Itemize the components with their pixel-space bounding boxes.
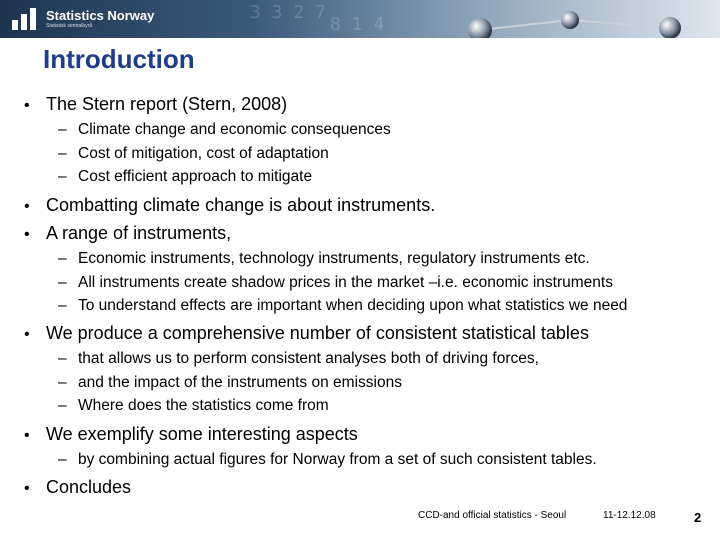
bullet-dot: • — [24, 480, 30, 497]
sub-bullet-item: – Economic instruments, technology instruments, regulatory instruments etc. — [58, 250, 590, 267]
bullet-text: We produce a comprehensive number of consistent statistical tables — [46, 323, 589, 343]
sub-bullet-text: by combining actual figures for Norway from a set of such consistent tables. — [78, 451, 597, 468]
logo-mark-icon — [10, 6, 40, 32]
sub-bullet-item: – To understand effects are important when deciding upon what statistics we need — [58, 297, 628, 314]
bullet-dot: • — [24, 198, 30, 215]
sub-bullet-item: – by combining actual figures for Norway from a set of such consistent tables. — [58, 451, 597, 468]
decorative-digits: 3 3 2 7 — [250, 2, 326, 23]
bullet-text: Combatting climate change is about instruments. — [46, 195, 436, 215]
sub-bullet-text: Climate change and economic consequences — [78, 121, 391, 138]
bullet-item — [24, 195, 435, 216]
slide-title: Introduction — [43, 44, 195, 74]
header-banner — [0, 0, 720, 38]
sub-bullet-text: Where does the statistics come from — [78, 397, 329, 414]
sub-bullet-text: Cost efficient approach to mitigate — [78, 168, 313, 185]
page-number: 2 — [694, 510, 702, 525]
sub-bullet-item: – and the impact of the instruments on emissions — [58, 374, 402, 391]
sub-bullet-text: and the impact of the instruments on emissions — [78, 374, 402, 391]
bullet-dot: • — [24, 226, 30, 243]
decorative-digits: 8 1 4 — [330, 14, 385, 35]
sub-bullet-text: that allows us to perform consistent analyses both of driving forces, — [78, 350, 539, 367]
sub-bullet-item: – Cost of mitigation, cost of adaptation — [58, 145, 329, 162]
bullet-text: We exemplify some interesting aspects — [46, 424, 358, 444]
bullet-item — [24, 477, 131, 498]
bullet-item — [24, 94, 287, 115]
bullet-text: The Stern report (Stern, 2008) — [46, 94, 288, 114]
logo — [10, 6, 154, 32]
logo-name: Statistics Norway — [46, 8, 155, 23]
sub-bullet-text: Cost of mitigation, cost of adaptation — [78, 145, 329, 162]
sub-bullet-item: – Where does the statistics come from — [58, 397, 329, 414]
molecule-decoration — [420, 0, 720, 38]
bullet-text: A range of instruments, — [46, 223, 232, 243]
sub-bullet-item: – that allows us to perform consistent analyses both of driving forces, — [58, 350, 539, 367]
footer-date: 11-12.12.08 — [603, 510, 656, 521]
sub-bullet-text: Economic instruments, technology instruments, regulatory instruments etc. — [78, 250, 590, 267]
bullet-item — [24, 223, 231, 244]
bullet-item — [24, 323, 589, 344]
sub-bullet-item: – Climate change and economic consequences — [58, 121, 391, 138]
footer-event: CCD-and official statistics - Seoul — [418, 510, 567, 521]
bullet-dot: • — [24, 97, 30, 114]
bullet-dot: • — [24, 326, 30, 343]
sub-bullet-text: To understand effects are important when deciding upon what statistics we need — [78, 297, 628, 314]
sub-bullet-text: All instruments create shadow prices in the market –i.e. economic instruments — [78, 274, 613, 291]
bullet-dot: • — [24, 427, 30, 444]
bullet-item — [24, 424, 358, 445]
bullet-text: Concludes — [46, 477, 132, 497]
logo-subtitle: Statistisk sentralbyrå — [46, 23, 93, 29]
sub-bullet-item: – All instruments create shadow prices in the market –i.e. economic instruments — [58, 274, 613, 291]
sub-bullet-item: – Cost efficient approach to mitigate — [58, 168, 313, 185]
